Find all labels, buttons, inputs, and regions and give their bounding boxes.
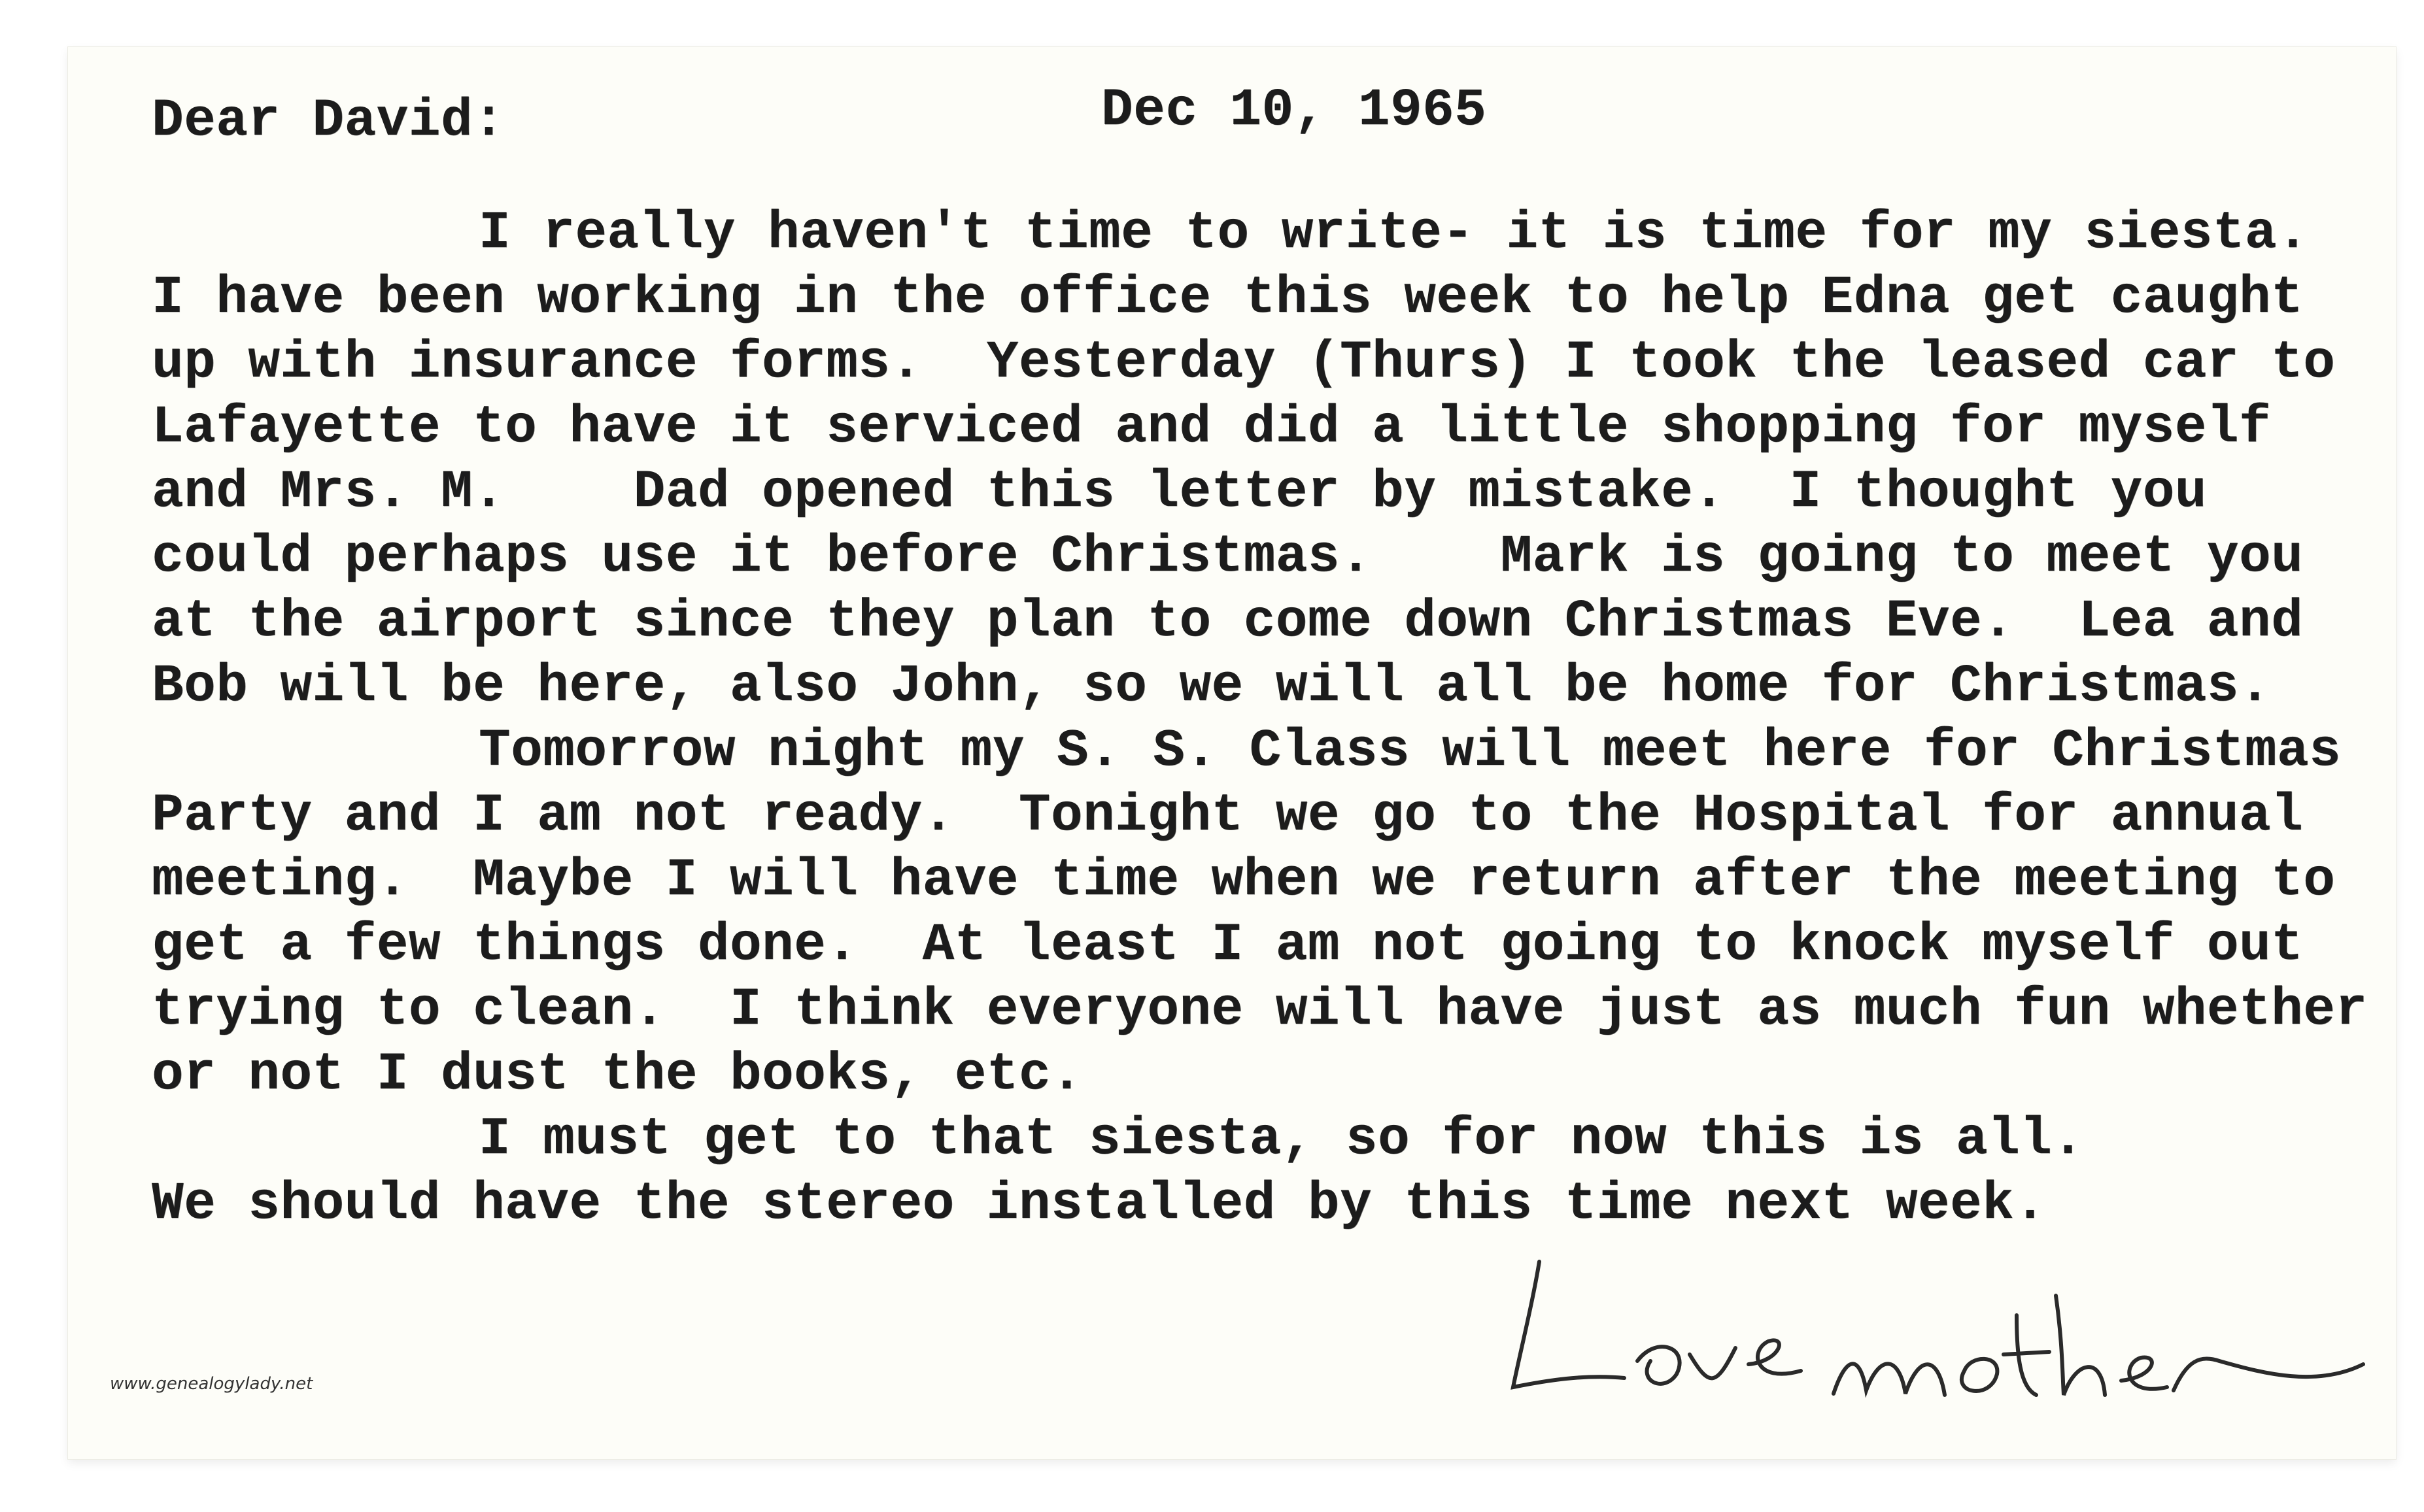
watermark-url: www.genealogylady.net xyxy=(110,1374,313,1394)
letter-line: get a few things done. At least I am not going to knock myself out xyxy=(152,916,2304,975)
letter-line: meeting. Maybe I will have time when we return after the meeting to xyxy=(152,851,2336,911)
letter-line: trying to clean. I think everyone will have just as much fun whether xyxy=(152,981,2368,1040)
letter-line: up with insurance forms. Yesterday (Thurs) I took the leased car to xyxy=(152,333,2336,393)
letter-line: I really haven't time to write- it is time for my siesta. xyxy=(479,204,2310,263)
letter-line: We should have the stereo installed by this time next week. xyxy=(152,1175,2047,1234)
letter-line: and Mrs. M. Dad opened this letter by mistake. I thought you xyxy=(152,463,2207,522)
letter-line: Bob will be here, also John, so we will all be home for Christmas. xyxy=(152,657,2272,716)
letter-line: at the airport since they plan to come down Christmas Eve. Lea and xyxy=(152,592,2304,652)
letter-line: I must get to that siesta, so for now this is all. xyxy=(479,1110,2085,1169)
letter-line: could perhaps use it before Christmas. Mark is going to meet you xyxy=(152,528,2304,587)
salutation: Dear David: xyxy=(152,92,505,151)
letter-date: Dec 10, 1965 xyxy=(1101,81,1487,141)
letter-sheet xyxy=(68,47,2396,1459)
letter-line: or not I dust the books, etc. xyxy=(152,1045,1084,1105)
letter-line: Lafayette to have it serviced and did a little shopping for myself xyxy=(152,398,2272,458)
letter-line: Party and I am not ready. Tonight we go to the Hospital for annual xyxy=(152,786,2304,846)
letter-line: I have been working in the office this week to help Edna get caught xyxy=(152,269,2304,328)
handwritten-signature xyxy=(1494,1224,2409,1433)
letter-line: Tomorrow night my S. S. Class will meet here for Christmas xyxy=(479,722,2342,781)
